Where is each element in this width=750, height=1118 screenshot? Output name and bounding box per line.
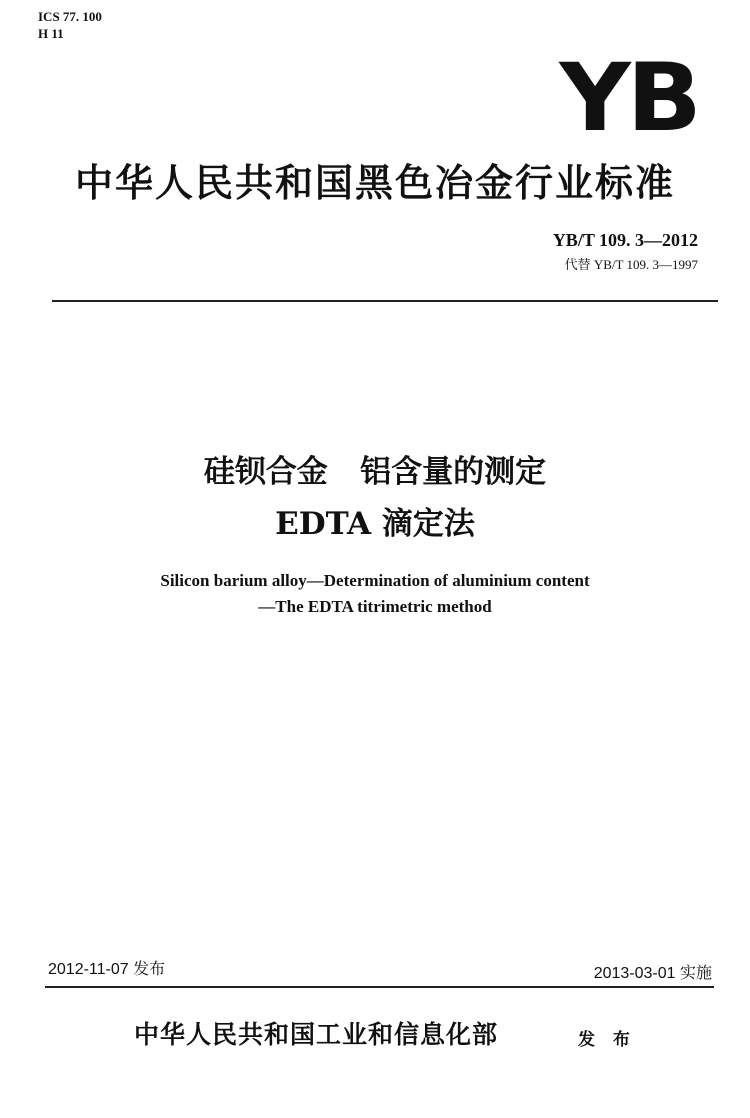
implementation-date: 2013-03-01 实施: [593, 965, 712, 982]
classification-codes: [38, 8, 102, 42]
standard-category-title: 中华人民共和国黑色冶金行业标准: [74, 161, 675, 205]
publisher: 中华人民共和国工业和信息化部: [134, 1020, 499, 1049]
issue-date: 2012-11-07 发布: [48, 961, 166, 978]
footer-divider: [45, 986, 714, 988]
document-title-cn-line2: EDTA 滴定法: [275, 506, 475, 542]
publish-label: 发 布: [578, 1030, 636, 1050]
document-title-en-line1: Silicon barium alloy—Determination of aluminium content: [160, 571, 590, 590]
document-title-cn-line1: 硅钡合金 铝含量的测定: [203, 454, 547, 490]
replaces-standard: 代替 YB/T 109. 3—1997: [564, 257, 698, 272]
document-title-en: [0, 568, 750, 620]
ccs-code: H 11: [38, 26, 64, 41]
ics-code: ICS 77. 100: [38, 9, 102, 24]
standard-number: YB/T 109. 3—2012: [552, 230, 698, 250]
document-title-en-line2: —The EDTA titrimetric method: [258, 597, 492, 616]
header-divider: [52, 300, 718, 302]
yb-logo: YB: [559, 44, 698, 153]
